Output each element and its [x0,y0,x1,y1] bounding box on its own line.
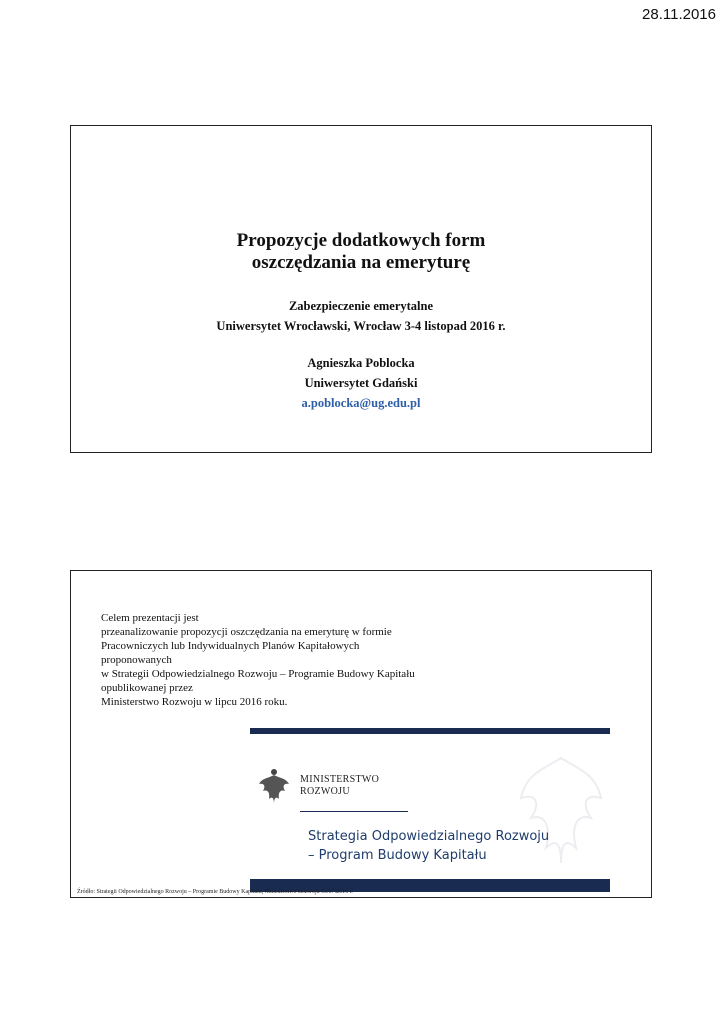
author-email-link[interactable]: a.poblocka@ug.edu.pl [301,396,421,410]
ministry-line-1: MINISTERSTWO [300,774,380,785]
aim-text [101,611,501,709]
aim-line: opublikowanej przez [101,682,193,694]
aim-line: Pracowniczych lub Indywidualnych Planów Kapitałowych [101,640,360,652]
source-note: Źródło: Strategii Odpowiedzialnego Rozwoju – Programie Budowy Kapitału, Ministerstwo Rozwoju 06.07.2016 r. [77,889,353,895]
strategy-title-line-1: Strategia Odpowiedzialnego Rozwoju [308,829,550,844]
strategy-cover-image [250,728,610,892]
cover-top-bar [250,728,610,734]
ministry-name [300,774,379,798]
presentation-title [71,230,651,274]
title-slide [70,125,652,453]
author-info [71,353,651,413]
strategy-title [308,827,549,865]
strategy-title-line-2: – Program Budowy Kapitału [308,848,487,863]
page-date: 28.11.2016 [642,6,716,23]
aim-line: proponowanych [101,654,172,666]
author-affiliation: Uniwersytet Gdański [304,376,418,390]
ministry-underline [300,811,408,812]
event-name: Zabezpieczenie emerytalne [288,299,434,313]
aim-line: Ministerstwo Rozwoju w lipcu 2016 roku. [101,696,288,708]
aim-line: Celem prezentacji jest [101,612,199,624]
title-line-1: Propozycje dodatkowych form [236,230,486,251]
title-line-2: oszczędzania na emeryturę [251,252,471,273]
ministry-line-2: ROZWOJU [300,786,350,797]
author-name: Agnieszka Poblocka [307,356,415,370]
aim-line: przeanalizowanie propozycji oszczędzania na emeryturę w formie [101,626,392,638]
aim-line: w Strategii Odpowiedzialnego Rozwoju – Programie Budowy Kapitału [101,668,415,680]
event-info [71,296,651,336]
event-location: Uniwersytet Wrocławski, Wrocław 3-4 listopad 2016 r. [216,319,506,333]
aim-slide [70,570,652,898]
eagle-emblem-icon [258,766,290,806]
